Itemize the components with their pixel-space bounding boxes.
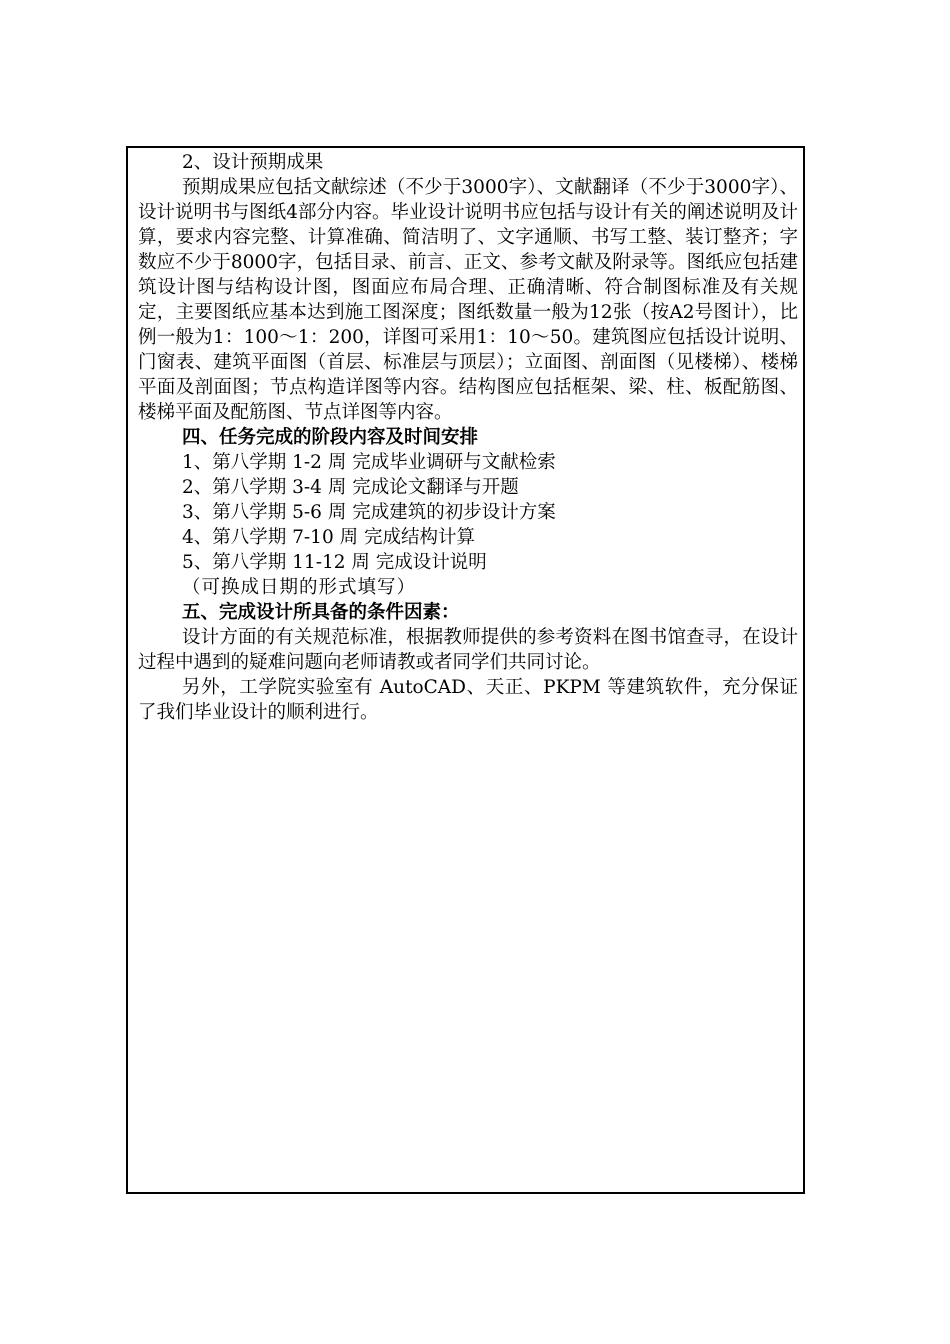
schedule-item: 3、第八学期 5-6 周 完成建筑的初步设计方案 [182, 502, 556, 523]
schedule-item: 1、第八学期 1-2 周 完成毕业调研与文献检索 [182, 452, 556, 473]
schedule-item: 4、第八学期 7-10 周 完成结构计算 [182, 527, 475, 548]
schedule-item: 5、第八学期 11-12 周 完成设计说明 [182, 552, 487, 573]
section-five-heading: 五、完成设计所具备的条件因素： [182, 602, 460, 623]
schedule-item: 2、第八学期 3-4 周 完成论文翻译与开题 [182, 477, 519, 498]
section-four-heading: 四、任务完成的阶段内容及时间安排 [182, 427, 479, 448]
conditions-paragraph: 另外，工学院实验室有 AutoCAD、天正、PKPM 等建筑软件，充分保证了我们毕业设计的顺利进行。 [138, 677, 798, 723]
conditions-paragraph: 设计方面的有关规范标准，根据教师提供的参考资料在图书馆查寻，在设计过程中遇到的疑难问题向老师请教或者同学们共同讨论。 [138, 627, 798, 673]
section-expected-results-heading: 2、设计预期成果 [182, 152, 324, 173]
schedule-note: （可换成日期的形式填写） [182, 577, 417, 598]
document-body [138, 150, 798, 725]
expected-results-paragraph: 预期成果应包括文献综述（不少于3000字）、文献翻译（不少于3000字）、设计说明书与图纸4部分内容。毕业设计说明书应包括与设计有关的阐述说明及计算，要求内容完整、计算准确、简洁明了、文字通顺、书写工整、装订整齐；字数应不少于8000字，包括目录、前言、正文、参考文献及附录等。图纸应包括建筑设计图与结构设计图，图面应布局合理、正确清晰、符合制图标准及有关规定，主要图纸应基本达到施工图深度；图纸数量一般为12张（按A2号图计），比例一般为1：100～1：200，详图可采用1：10～50。建筑图应包括设计说明、门窗表、建筑平面图（首层、标准层与顶层）；立面图、剖面图（见楼梯）、楼梯平面及剖面图；节点构造详图等内容。结构图应包括框架、梁、柱、板配筋图、楼梯平面及配筋图、节点详图等内容。 [138, 177, 798, 423]
